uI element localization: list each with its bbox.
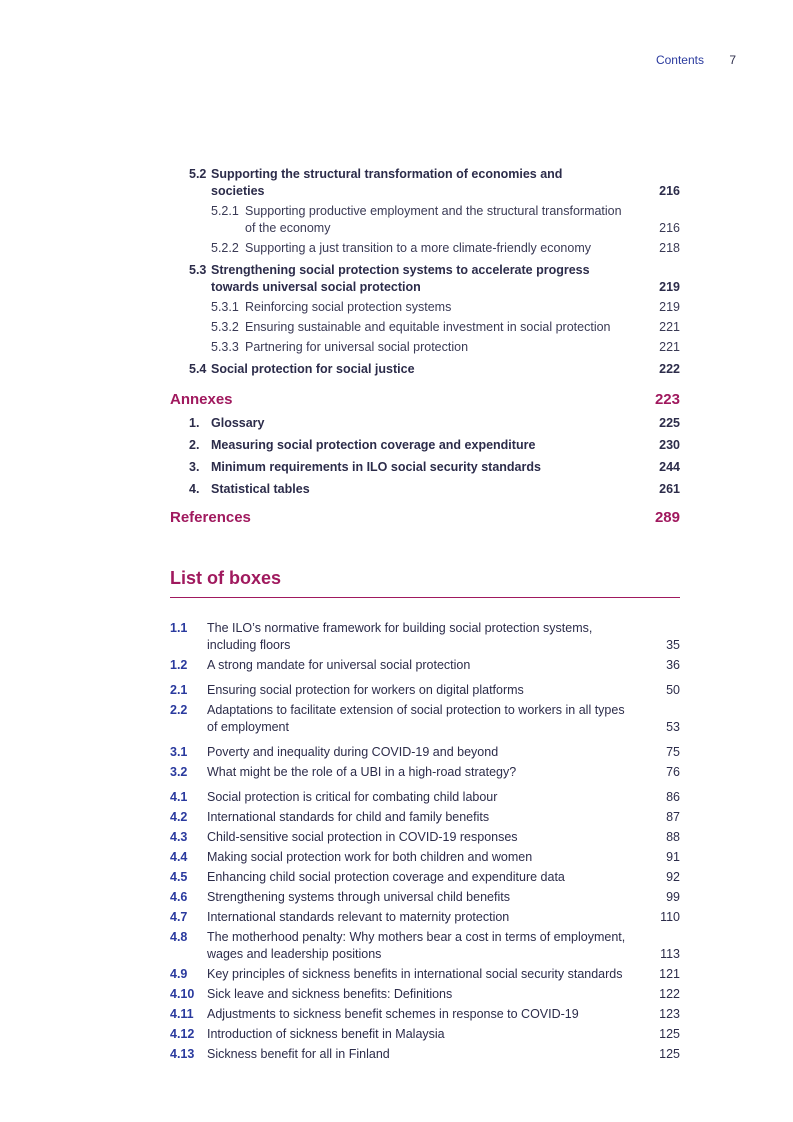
box-entry[interactable]: 4.7 International standards relevant to maternity protection 110 [170, 910, 680, 924]
box-entry[interactable]: 3.2 What might be the role of a UBI in a high-road strategy? 76 [170, 765, 680, 779]
toc-entry-5-2[interactable]: 5.2 Supporting the structural transformation of economies and societies 216 [189, 167, 680, 198]
box-entry[interactable]: 4.13 Sickness benefit for all in Finland 125 [170, 1047, 680, 1061]
toc-page: 222 [659, 362, 680, 376]
toc-annex-4[interactable]: 4. Statistical tables 261 [189, 482, 680, 496]
toc-entry-5-3-1[interactable]: 5.3.1 Reinforcing social protection systems 219 [211, 300, 680, 314]
table-of-contents [170, 166, 680, 528]
box-entry[interactable]: 4.8 The motherhood penalty: Why mothers bear a cost in terms of employment, wages and leadership positions 113 [170, 930, 680, 961]
toc-entry-5-3[interactable]: 5.3 Strengthening social protection systems to accelerate progress towards universal social protection 219 [189, 263, 680, 294]
running-header [656, 53, 736, 67]
toc-entry-5-3-2[interactable]: 5.3.2 Ensuring sustainable and equitable investment in social protection 221 [211, 320, 680, 334]
toc-annex-2[interactable]: 2. Measuring social protection coverage and expenditure 230 [189, 438, 680, 452]
header-section: Contents [655, 53, 704, 67]
box-entry[interactable]: 2.1 Ensuring social protection for workers on digital platforms 50 [170, 683, 680, 697]
toc-page: 216 [659, 184, 680, 198]
divider [170, 597, 680, 598]
toc-page: 216 [659, 221, 680, 235]
list-of-boxes-title: List of boxes [170, 568, 282, 588]
toc-annex-1[interactable]: 1. Glossary 225 [189, 416, 680, 430]
toc-entry-5-2-1[interactable]: 5.2.1 Supporting productive employment and the structural transformation of the economy 216 [211, 204, 680, 235]
box-entry[interactable]: 3.1 Poverty and inequality during COVID-19 and beyond 75 [170, 745, 680, 759]
box-entry[interactable]: 1.2 A strong mandate for universal social protection 36 [170, 658, 680, 672]
toc-page: 219 [659, 280, 680, 294]
header-page-number: 7 [729, 53, 736, 67]
toc-entry-5-2-2[interactable]: 5.2.2 Supporting a just transition to a more climate-friendly economy 218 [211, 241, 680, 255]
box-entry[interactable]: 4.2 International standards for child and family benefits 87 [170, 810, 680, 824]
box-entry[interactable]: 4.6 Strengthening systems through universal child benefits 99 [170, 890, 680, 904]
box-entry[interactable]: 4.11 Adjustments to sickness benefit schemes in response to COVID-19 123 [170, 1007, 680, 1021]
box-entry[interactable]: 4.3 Child-sensitive social protection in COVID-19 responses 88 [170, 830, 680, 844]
box-entry[interactable]: 4.12 Introduction of sickness benefit in Malaysia 125 [170, 1027, 680, 1041]
toc-heading-references[interactable]: References 289 [170, 509, 680, 526]
toc-annex-3[interactable]: 3. Minimum requirements in ILO social security standards 244 [189, 460, 680, 474]
list-of-boxes [170, 620, 680, 1063]
toc-entry-5-4[interactable]: 5.4 Social protection for social justice 222 [189, 362, 680, 376]
toc-page: 221 [659, 320, 680, 334]
toc-heading-annexes[interactable]: Annexes 223 [170, 391, 680, 408]
box-entry[interactable]: 4.10 Sick leave and sickness benefits: Definitions 122 [170, 987, 680, 1001]
toc-page: 218 [659, 241, 680, 255]
box-entry[interactable]: 1.1 The ILO’s normative framework for building social protection systems, including floors 35 [170, 621, 680, 652]
box-entry[interactable]: 4.1 Social protection is critical for combating child labour 86 [170, 790, 680, 804]
toc-page: 219 [659, 300, 680, 314]
box-entry[interactable]: 2.2 Adaptations to facilitate extension of social protection to workers in all types of employment 53 [170, 703, 680, 734]
box-entry[interactable]: 4.4 Making social protection work for both children and women 91 [170, 850, 680, 864]
box-entry[interactable]: 4.5 Enhancing child social protection coverage and expenditure data 92 [170, 870, 680, 884]
box-entry[interactable]: 4.9 Key principles of sickness benefits in international social security standards 121 [170, 967, 680, 981]
toc-page: 221 [659, 340, 680, 354]
toc-entry-5-3-3[interactable]: 5.3.3 Partnering for universal social protection 221 [211, 340, 680, 354]
